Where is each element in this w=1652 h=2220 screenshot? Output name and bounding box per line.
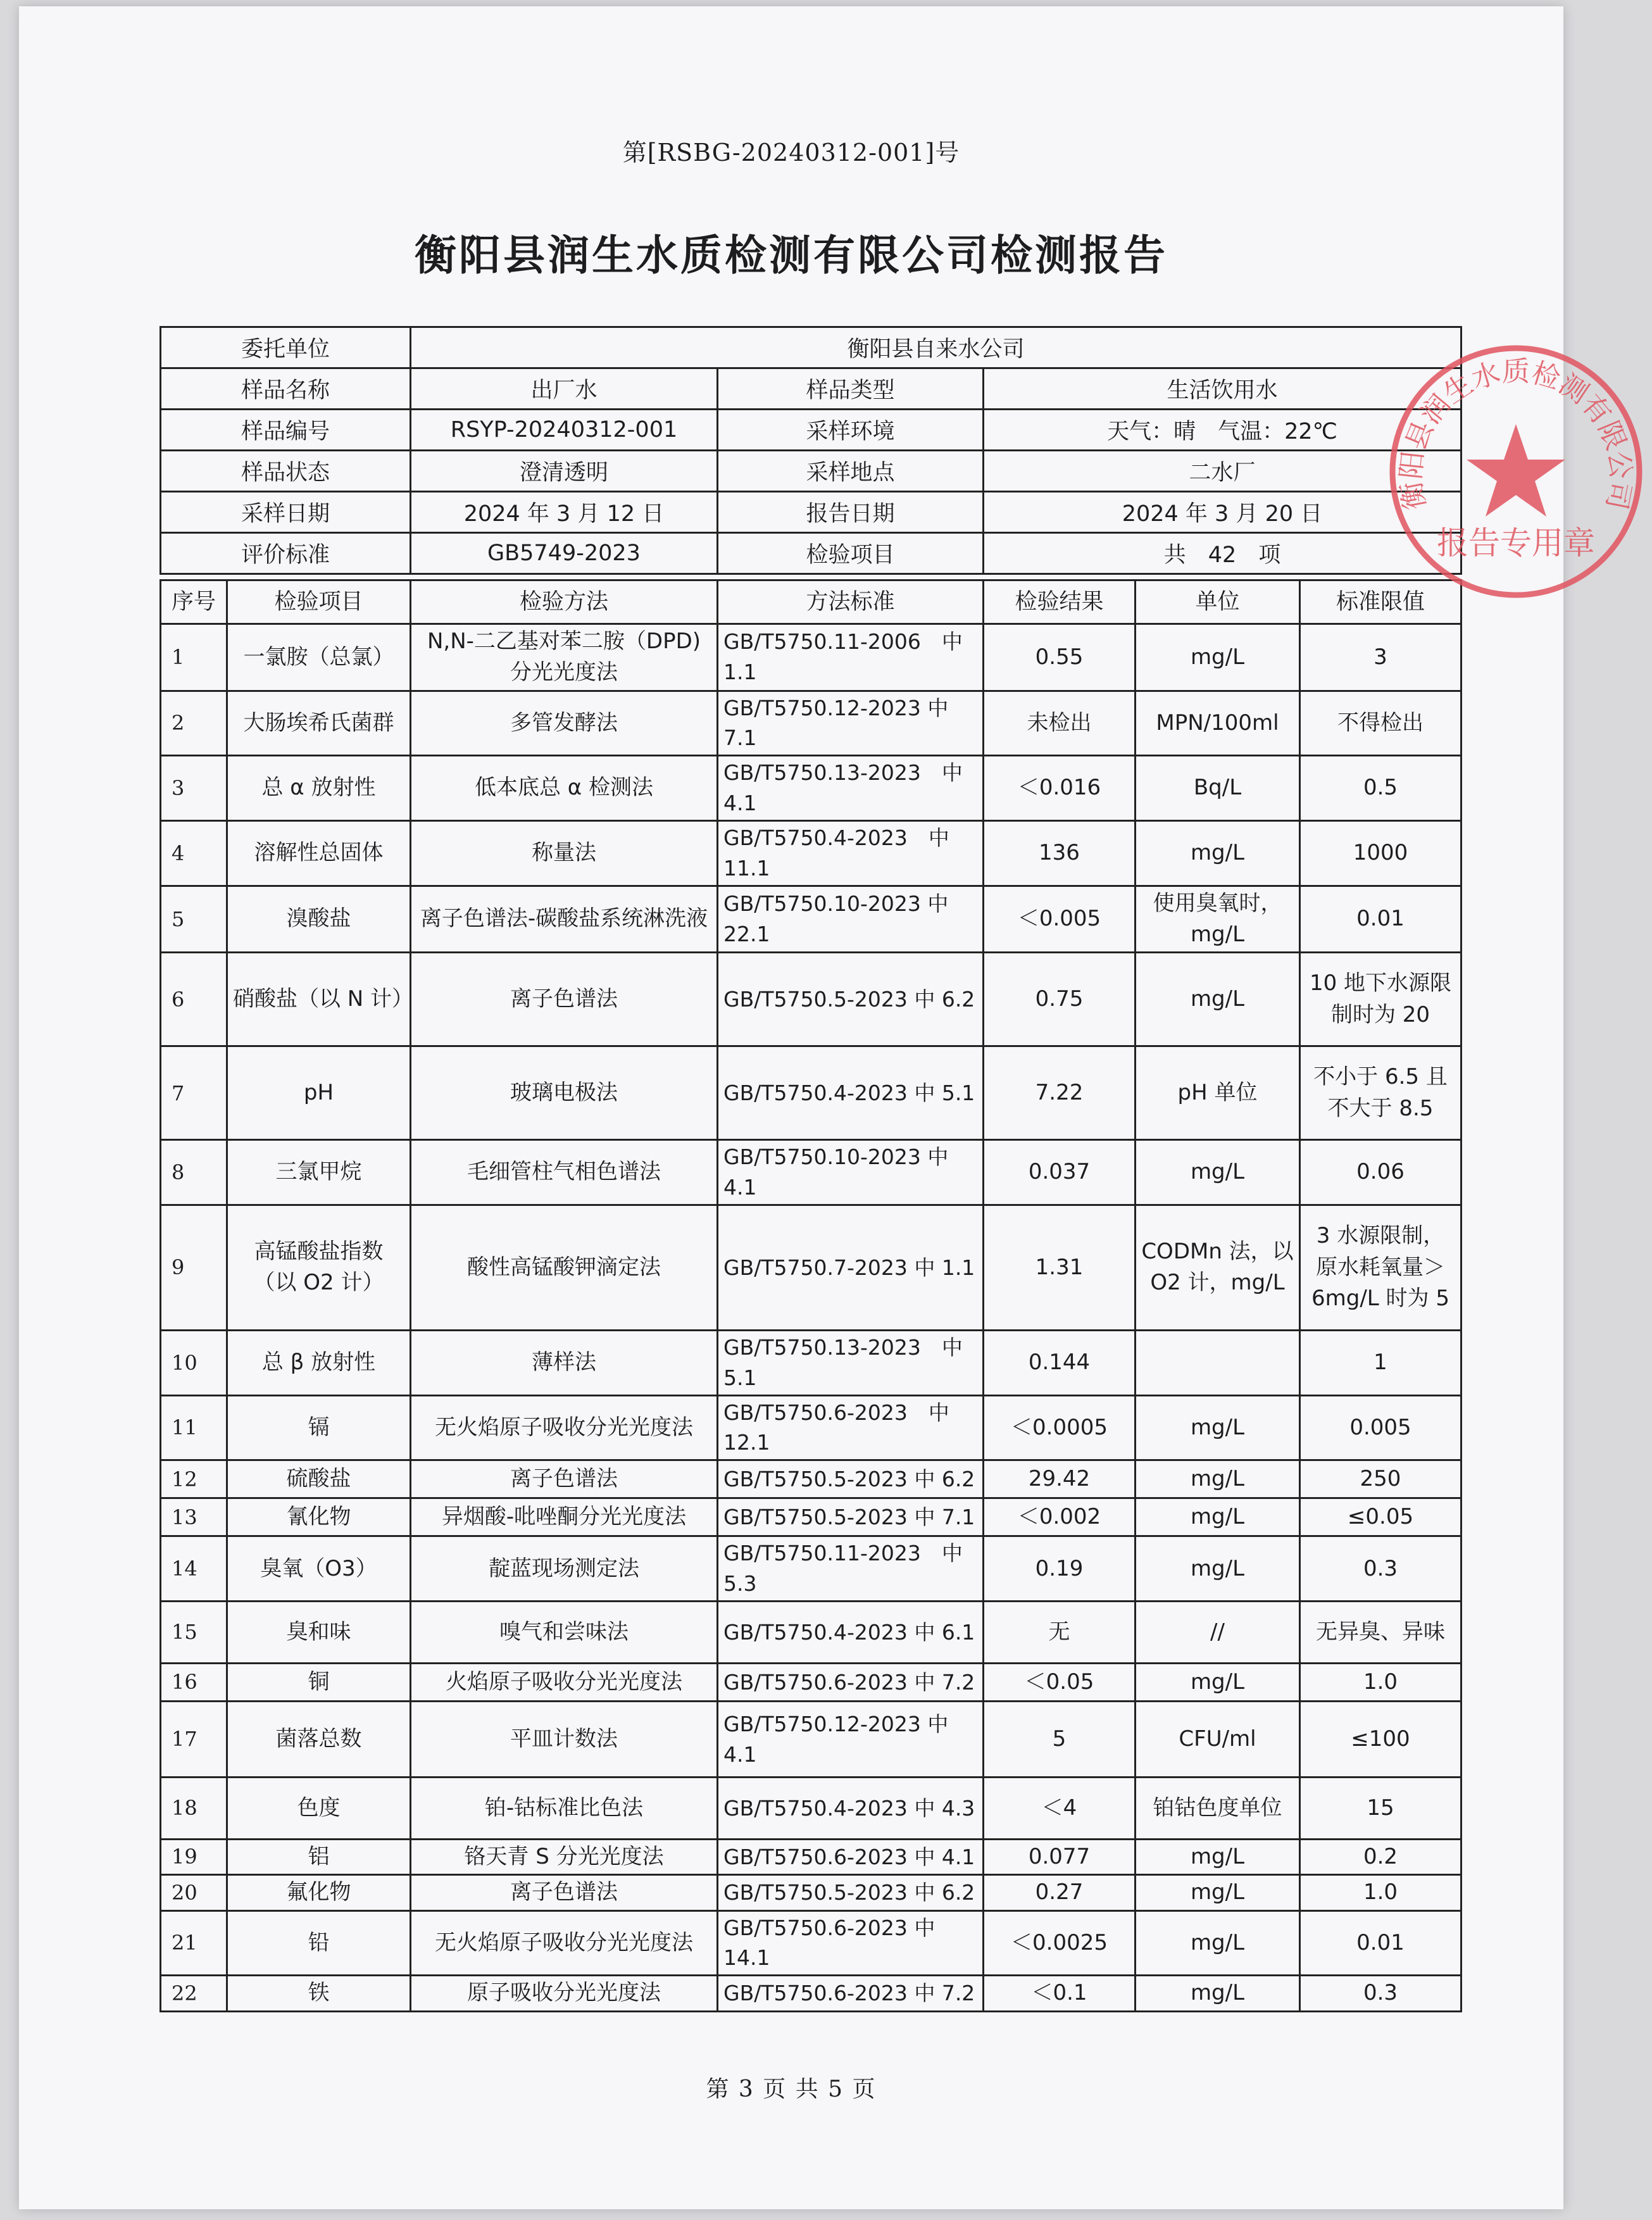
header-unit: 单位 (1136, 580, 1300, 624)
result-row (161, 1460, 1461, 1498)
row-seq: 8 (161, 1140, 227, 1205)
sample-date-label: 采样日期 (161, 492, 411, 533)
row-standard: GB/T5750.4-2023 中 5.1 (718, 1046, 984, 1140)
result-row (161, 886, 1461, 953)
report-title: 衡阳县润生水质检测有限公司检测报告 (415, 231, 1168, 280)
result-row (161, 756, 1461, 821)
row-seq: 10 (161, 1330, 227, 1395)
client-label: 委托单位 (161, 327, 411, 368)
row-seq: 13 (161, 1498, 227, 1536)
row-standard: GB/T5750.11-2006 中 1.1 (718, 624, 984, 691)
items-label: 检验项目 (718, 533, 984, 574)
row-seq: 1 (161, 624, 227, 691)
sample-no-value: RSYP-20240312-001 (411, 410, 718, 451)
row-method: 玻璃电极法 (411, 1046, 718, 1140)
row-result: 未检出 (984, 691, 1136, 756)
row-item: 三氯甲烷 (227, 1140, 411, 1205)
row-item: pH (227, 1046, 411, 1140)
report-date-value: 2024 年 3 月 20 日 (984, 492, 1461, 533)
result-row (161, 1910, 1461, 1976)
row-standard: GB/T5750.6-2023 中 14.1 (718, 1910, 984, 1976)
row-result: 无 (984, 1602, 1136, 1664)
row-item: 镉 (227, 1395, 411, 1460)
row-result: ＜0.0025 (984, 1910, 1136, 1976)
row-standard: GB/T5750.12-2023 中 4.1 (718, 1702, 984, 1778)
row-method: 平皿计数法 (411, 1702, 718, 1778)
row-limit: 0.3 (1300, 1536, 1461, 1602)
results-table (160, 579, 1462, 2012)
row-method: 无火焰原子吸收分光光度法 (411, 1910, 718, 1976)
row-item: 铁 (227, 1976, 411, 2011)
row-standard: GB/T5750.6-2023 中 7.2 (718, 1976, 984, 2011)
header-standard: 方法标准 (718, 580, 984, 624)
row-standard: GB/T5750.5-2023 中 7.1 (718, 1498, 984, 1536)
location-value: 二水厂 (984, 451, 1461, 492)
row-limit: 无异臭、异味 (1300, 1602, 1461, 1664)
standard-value: GB5749-2023 (411, 533, 718, 574)
row-seq: 5 (161, 886, 227, 953)
row-result: ＜0.0005 (984, 1395, 1136, 1460)
row-result: 5 (984, 1702, 1136, 1778)
row-unit: 使用臭氧时，mg/L (1136, 886, 1300, 953)
standard-label: 评价标准 (161, 533, 411, 574)
result-row (161, 1395, 1461, 1460)
row-result: ＜0.05 (984, 1664, 1136, 1702)
row-seq: 15 (161, 1602, 227, 1664)
row-method: 多管发酵法 (411, 691, 718, 756)
row-limit: 0.5 (1300, 756, 1461, 821)
row-unit: mg/L (1136, 1140, 1300, 1205)
result-row (161, 691, 1461, 756)
row-unit: mg/L (1136, 1910, 1300, 1976)
row-item: 色度 (227, 1778, 411, 1840)
row-item: 溶解性总固体 (227, 820, 411, 886)
row-unit: mg/L (1136, 1536, 1300, 1602)
result-row (161, 1205, 1461, 1330)
row-item: 氟化物 (227, 1875, 411, 1910)
result-row (161, 1140, 1461, 1205)
row-method: 异烟酸-吡唑酮分光光度法 (411, 1498, 718, 1536)
row-seq: 21 (161, 1910, 227, 1976)
row-standard: GB/T5750.5-2023 中 6.2 (718, 953, 984, 1046)
row-result: 0.144 (984, 1330, 1136, 1395)
result-row (161, 1330, 1461, 1395)
row-method: 酸性高锰酸钾滴定法 (411, 1205, 718, 1330)
row-result: 136 (984, 820, 1136, 886)
client-value: 衡阳县自来水公司 (411, 327, 1461, 368)
result-row (161, 953, 1461, 1046)
result-row (161, 624, 1461, 691)
row-unit: mg/L (1136, 1976, 1300, 2011)
row-result: ＜4 (984, 1778, 1136, 1840)
header-item: 检验项目 (227, 580, 411, 624)
row-seq: 9 (161, 1205, 227, 1330)
row-unit: mg/L (1136, 1664, 1300, 1702)
row-standard: GB/T5750.7-2023 中 1.1 (718, 1205, 984, 1330)
row-limit: 不小于 6.5 且不大于 8.5 (1300, 1046, 1461, 1140)
row-seq: 4 (161, 820, 227, 886)
row-seq: 17 (161, 1702, 227, 1778)
result-row (161, 1875, 1461, 1910)
state-label: 样品状态 (161, 451, 411, 492)
row-unit: mg/L (1136, 1840, 1300, 1875)
info-row (161, 410, 1461, 451)
row-item: 大肠埃希氏菌群 (227, 691, 411, 756)
row-method: 铬天青 S 分光光度法 (411, 1840, 718, 1875)
row-item: 铅 (227, 1910, 411, 1976)
row-method: 无火焰原子吸收分光光度法 (411, 1395, 718, 1460)
row-unit: MPN/100ml (1136, 691, 1300, 756)
results-body (161, 624, 1461, 2012)
row-result: 0.55 (984, 624, 1136, 691)
row-method: 原子吸收分光光度法 (411, 1976, 718, 2011)
row-standard: GB/T5750.6-2023 中 4.1 (718, 1840, 984, 1875)
env-value: 天气：晴 气温：22℃ (984, 410, 1461, 451)
row-limit: 10 地下水源限制时为 20 (1300, 953, 1461, 1046)
row-item: 臭和味 (227, 1602, 411, 1664)
row-limit: 0.005 (1300, 1395, 1461, 1460)
row-standard: GB/T5750.13-2023 中 5.1 (718, 1330, 984, 1395)
row-seq: 2 (161, 691, 227, 756)
row-item: 臭氧（O3） (227, 1536, 411, 1602)
row-method: 离子色谱法-碳酸盐系统淋洗液 (411, 886, 718, 953)
result-row (161, 1778, 1461, 1840)
row-result: 7.22 (984, 1046, 1136, 1140)
row-seq: 16 (161, 1664, 227, 1702)
row-seq: 19 (161, 1840, 227, 1875)
info-row (161, 533, 1461, 574)
row-limit: 1 (1300, 1330, 1461, 1395)
row-limit: 3 (1300, 624, 1461, 691)
row-unit: mg/L (1136, 1395, 1300, 1460)
row-standard: GB/T5750.4-2023 中 11.1 (718, 820, 984, 886)
row-limit: 1000 (1300, 820, 1461, 886)
row-seq: 7 (161, 1046, 227, 1140)
row-result: 0.077 (984, 1840, 1136, 1875)
report-page (19, 6, 1637, 2209)
row-limit: 1.0 (1300, 1875, 1461, 1910)
row-method: 离子色谱法 (411, 1460, 718, 1498)
info-row (161, 327, 1461, 368)
row-result: 0.75 (984, 953, 1136, 1046)
result-row (161, 1976, 1461, 2011)
seal-name-text: 衡阳县润生水质检测有限公司 (1394, 355, 1637, 513)
row-result: 0.27 (984, 1875, 1136, 1910)
info-row (161, 368, 1461, 410)
row-result: 0.19 (984, 1536, 1136, 1602)
row-result: ＜0.1 (984, 1976, 1136, 2011)
report-date-label: 报告日期 (718, 492, 984, 533)
row-unit: mg/L (1136, 1498, 1300, 1536)
row-standard: GB/T5750.6-2023 中 12.1 (718, 1395, 984, 1460)
row-unit: Bq/L (1136, 756, 1300, 821)
row-standard: GB/T5750.4-2023 中 6.1 (718, 1602, 984, 1664)
report-number: 第[RSBG-20240312-001]号 (622, 139, 960, 166)
row-unit: pH 单位 (1136, 1046, 1300, 1140)
row-method: 低本底总 α 检测法 (411, 756, 718, 821)
row-standard: GB/T5750.4-2023 中 4.3 (718, 1778, 984, 1840)
row-seq: 18 (161, 1778, 227, 1840)
row-standard: GB/T5750.5-2023 中 6.2 (718, 1460, 984, 1498)
state-value: 澄清透明 (411, 451, 718, 492)
seal-caption-text: 报告专用章 (1437, 525, 1595, 561)
sample-type-label: 样品类型 (718, 368, 984, 410)
row-limit: 15 (1300, 1778, 1461, 1840)
row-unit: mg/L (1136, 1460, 1300, 1498)
row-method: 火焰原子吸收分光光度法 (411, 1664, 718, 1702)
result-row (161, 820, 1461, 886)
row-unit: mg/L (1136, 953, 1300, 1046)
result-row (161, 1840, 1461, 1875)
row-result: ＜0.002 (984, 1498, 1136, 1536)
items-value: 共 42 项 (984, 533, 1461, 574)
row-unit: CFU/ml (1136, 1702, 1300, 1778)
row-method: 离子色谱法 (411, 1875, 718, 1910)
row-result: 0.037 (984, 1140, 1136, 1205)
row-unit (1136, 1330, 1300, 1395)
row-limit: 3 水源限制，原水耗氧量＞6mg/L 时为 5 (1300, 1205, 1461, 1330)
row-method: 薄样法 (411, 1330, 718, 1395)
row-limit: 0.06 (1300, 1140, 1461, 1205)
row-standard: GB/T5750.10-2023 中 22.1 (718, 886, 984, 953)
row-unit: // (1136, 1602, 1300, 1664)
result-row (161, 1536, 1461, 1602)
row-method: 毛细管柱气相色谱法 (411, 1140, 718, 1205)
row-unit: mg/L (1136, 1875, 1300, 1910)
row-result: 29.42 (984, 1460, 1136, 1498)
row-seq: 12 (161, 1460, 227, 1498)
row-unit: mg/L (1136, 624, 1300, 691)
header-method: 检验方法 (411, 580, 718, 624)
row-standard: GB/T5750.13-2023 中 4.1 (718, 756, 984, 821)
row-method: 称量法 (411, 820, 718, 886)
row-limit: 不得检出 (1300, 691, 1461, 756)
row-limit: ≤100 (1300, 1702, 1461, 1778)
row-item: 总 α 放射性 (227, 756, 411, 821)
row-unit: 铂钴色度单位 (1136, 1778, 1300, 1840)
result-row (161, 1046, 1461, 1140)
row-item: 一氯胺（总氯） (227, 624, 411, 691)
header-limit: 标准限值 (1300, 580, 1461, 624)
env-label: 采样环境 (718, 410, 984, 451)
row-unit: mg/L (1136, 820, 1300, 886)
row-standard: GB/T5750.6-2023 中 7.2 (718, 1664, 984, 1702)
row-limit: 0.2 (1300, 1840, 1461, 1875)
sample-type-value: 生活饮用水 (984, 368, 1461, 410)
result-row (161, 1702, 1461, 1778)
row-limit: 0.01 (1300, 1910, 1461, 1976)
row-limit: 250 (1300, 1460, 1461, 1498)
row-seq: 11 (161, 1395, 227, 1460)
row-seq: 3 (161, 756, 227, 821)
page-number: 第 3 页 共 5 页 (706, 2076, 877, 2102)
row-item: 硝酸盐（以 N 计） (227, 953, 411, 1046)
row-limit: ≤0.05 (1300, 1498, 1461, 1536)
row-seq: 22 (161, 1976, 227, 2011)
row-result: ＜0.005 (984, 886, 1136, 953)
result-row (161, 1602, 1461, 1664)
sample-date-value: 2024 年 3 月 12 日 (411, 492, 718, 533)
row-item: 铝 (227, 1840, 411, 1875)
sample-name-label: 样品名称 (161, 368, 411, 410)
location-label: 采样地点 (718, 451, 984, 492)
row-method: N,N-二乙基对苯二胺（DPD)分光光度法 (411, 624, 718, 691)
row-item: 氰化物 (227, 1498, 411, 1536)
header-result: 检验结果 (984, 580, 1136, 624)
row-method: 靛蓝现场测定法 (411, 1536, 718, 1602)
row-seq: 20 (161, 1875, 227, 1910)
sample-info-table (160, 326, 1462, 575)
row-seq: 14 (161, 1536, 227, 1602)
result-row (161, 1498, 1461, 1536)
info-row (161, 451, 1461, 492)
row-item: 铜 (227, 1664, 411, 1702)
row-item: 总 β 放射性 (227, 1330, 411, 1395)
results-header-row (161, 580, 1461, 624)
row-standard: GB/T5750.5-2023 中 6.2 (718, 1875, 984, 1910)
row-standard: GB/T5750.11-2023 中 5.3 (718, 1536, 984, 1602)
row-seq: 6 (161, 953, 227, 1046)
row-item: 硫酸盐 (227, 1460, 411, 1498)
sample-no-label: 样品编号 (161, 410, 411, 451)
row-item: 溴酸盐 (227, 886, 411, 953)
row-item: 高锰酸盐指数（以 O2 计） (227, 1205, 411, 1330)
row-item: 菌落总数 (227, 1702, 411, 1778)
row-method: 铂-钴标准比色法 (411, 1778, 718, 1840)
header-seq: 序号 (161, 580, 227, 624)
row-result: 1.31 (984, 1205, 1136, 1330)
row-limit: 1.0 (1300, 1664, 1461, 1702)
row-result: ＜0.016 (984, 756, 1136, 821)
row-limit: 0.3 (1300, 1976, 1461, 2011)
row-method: 离子色谱法 (411, 953, 718, 1046)
sample-name-value: 出厂水 (411, 368, 718, 410)
row-standard: GB/T5750.10-2023 中 4.1 (718, 1140, 984, 1205)
row-standard: GB/T5750.12-2023 中 7.1 (718, 691, 984, 756)
info-row (161, 492, 1461, 533)
result-row (161, 1664, 1461, 1702)
row-limit: 0.01 (1300, 886, 1461, 953)
row-method: 嗅气和尝味法 (411, 1602, 718, 1664)
row-unit: CODMn 法，以 O2 计，mg/L (1136, 1205, 1300, 1330)
